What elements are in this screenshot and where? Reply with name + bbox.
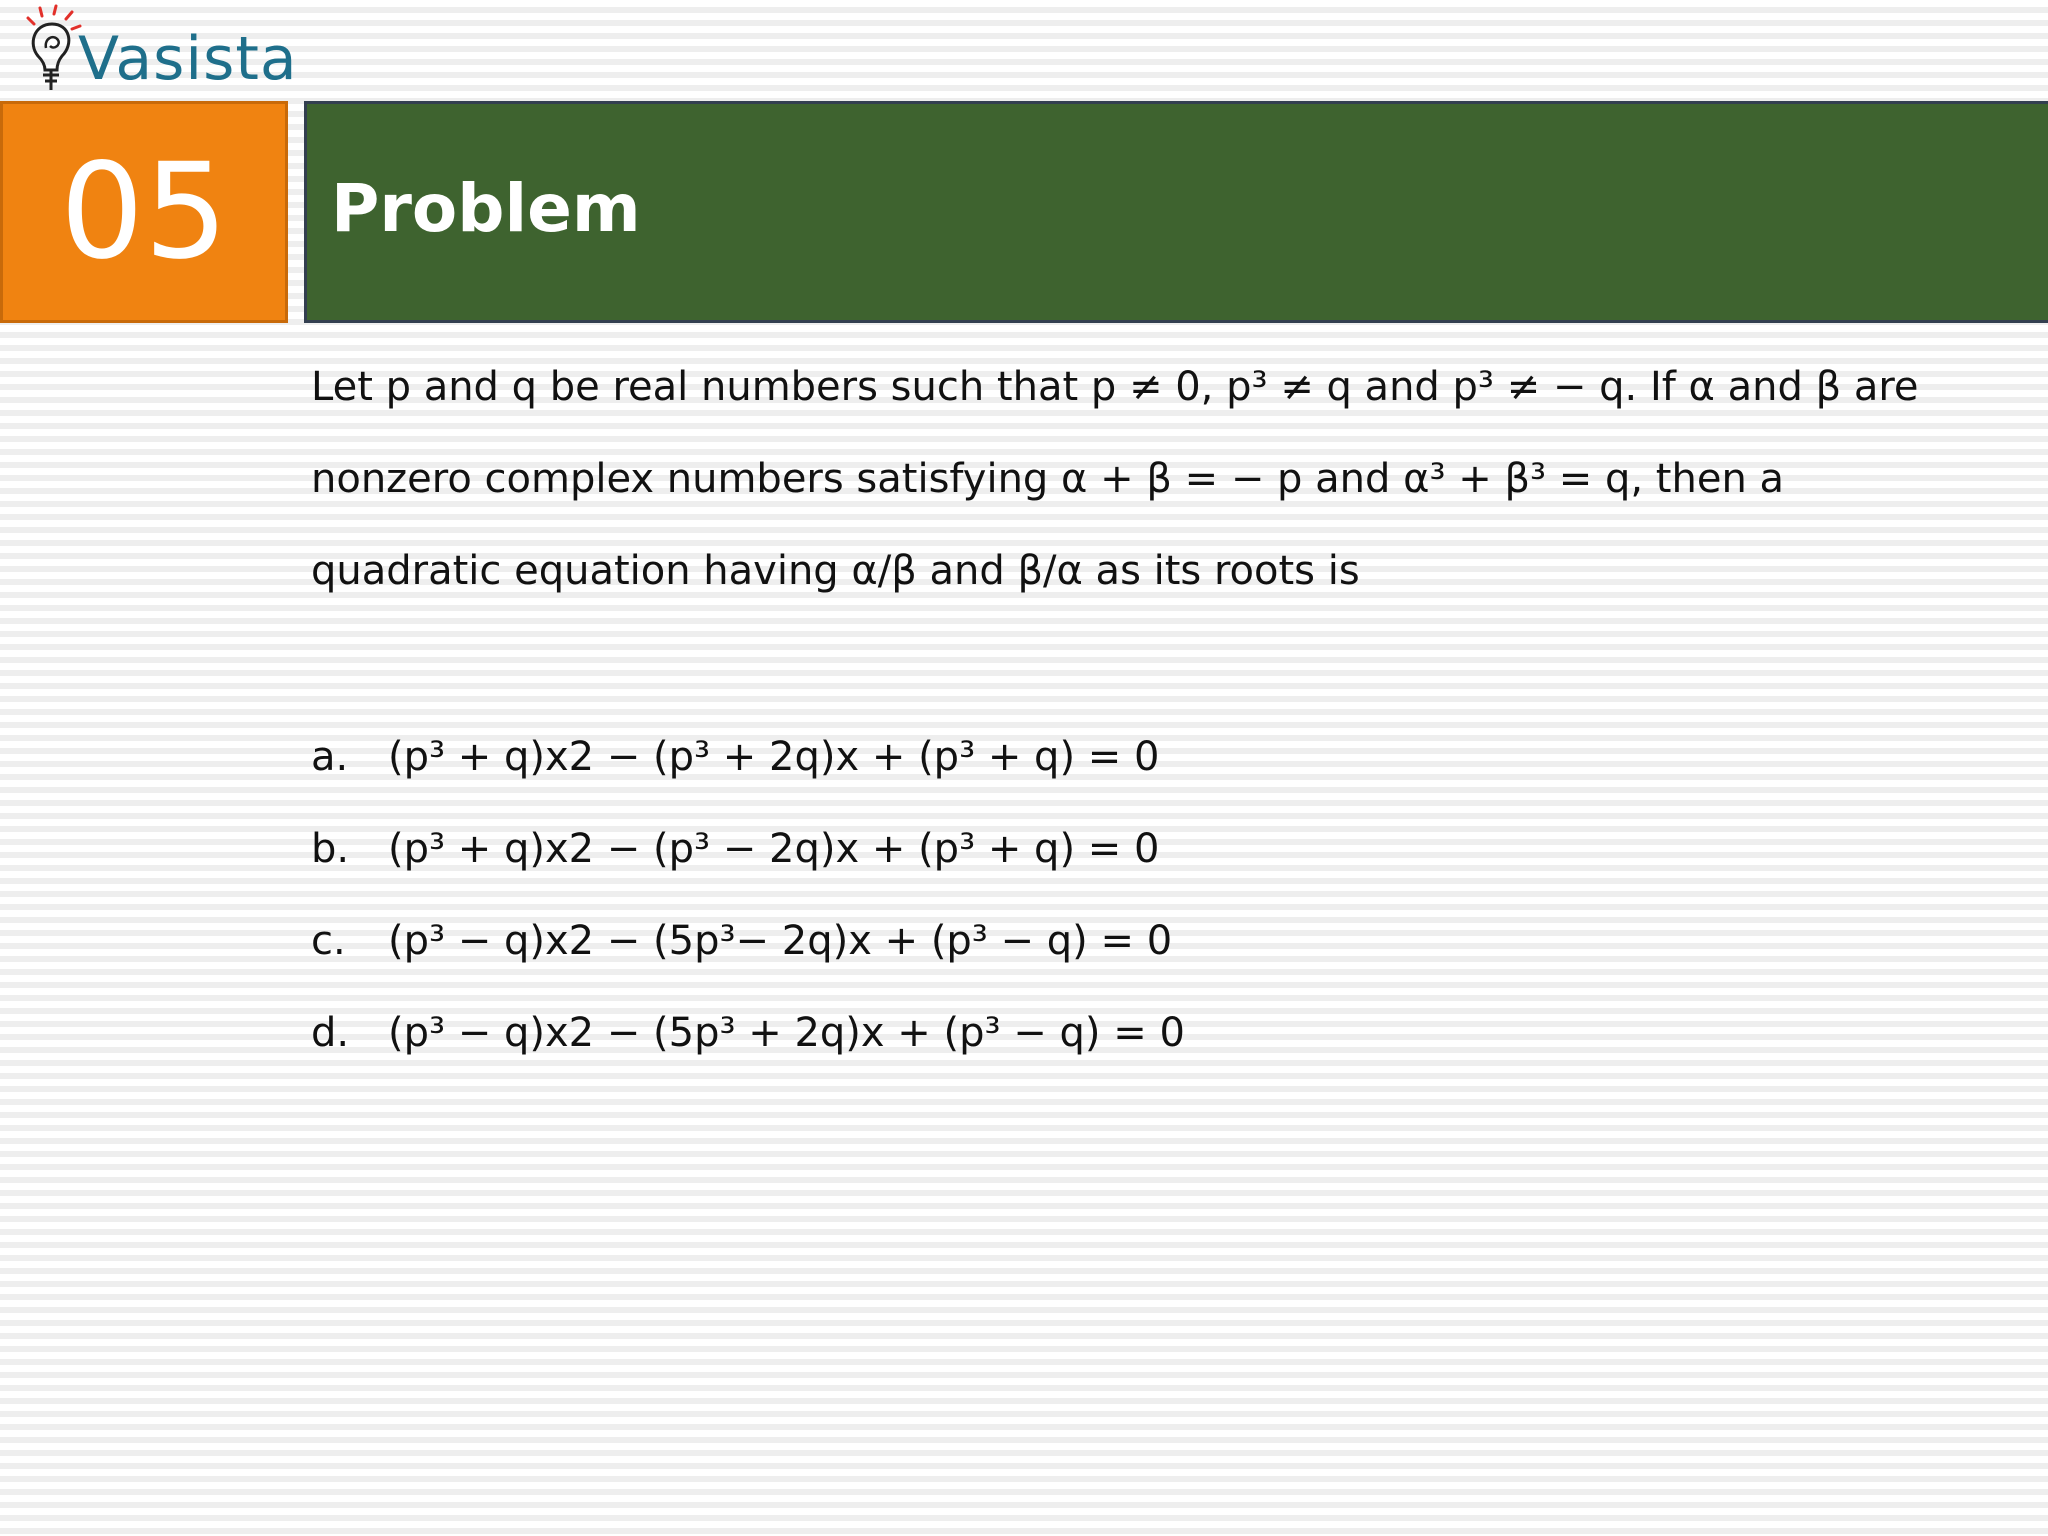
- option-text: (p³ + q)x2 − (p³ + 2q)x + (p³ + q) = 0: [388, 734, 1160, 780]
- option-letter: b.: [311, 826, 350, 872]
- question-line: Let p and q be real numbers such that p ≠ 0, p³ ≠ q and p³ ≠ − q. If α and β are: [311, 364, 1919, 410]
- question-line: quadratic equation having α/β and β/α as its roots is: [311, 548, 1360, 594]
- question-text: [311, 341, 2001, 617]
- option-text: (p³ − q)x2 − (5p³ + 2q)x + (p³ − q) = 0: [388, 1010, 1185, 1056]
- slide-number-box: [0, 101, 288, 323]
- option-a: [311, 711, 1185, 803]
- option-letter: c.: [311, 918, 346, 964]
- option-d: [311, 987, 1185, 1079]
- slide-title: Problem: [331, 170, 641, 247]
- question-line: nonzero complex numbers satisfying α + β = − p and α³ + β³ = q, then a: [311, 456, 1785, 502]
- slide-number: 05: [60, 135, 228, 289]
- option-b: [311, 803, 1185, 895]
- option-letter: d.: [311, 1010, 350, 1056]
- vasista-logo: [20, 4, 298, 96]
- title-bar: [304, 101, 2048, 323]
- logo-text: Vasista: [78, 24, 298, 94]
- option-c: [311, 895, 1185, 987]
- option-text: (p³ + q)x2 − (p³ − 2q)x + (p³ + q) = 0: [388, 826, 1160, 872]
- lightbulb-icon: [20, 4, 84, 96]
- option-letter: a.: [311, 734, 349, 780]
- answer-options: [311, 711, 1185, 1079]
- option-text: (p³ − q)x2 − (5p³− 2q)x + (p³ − q) = 0: [388, 918, 1173, 964]
